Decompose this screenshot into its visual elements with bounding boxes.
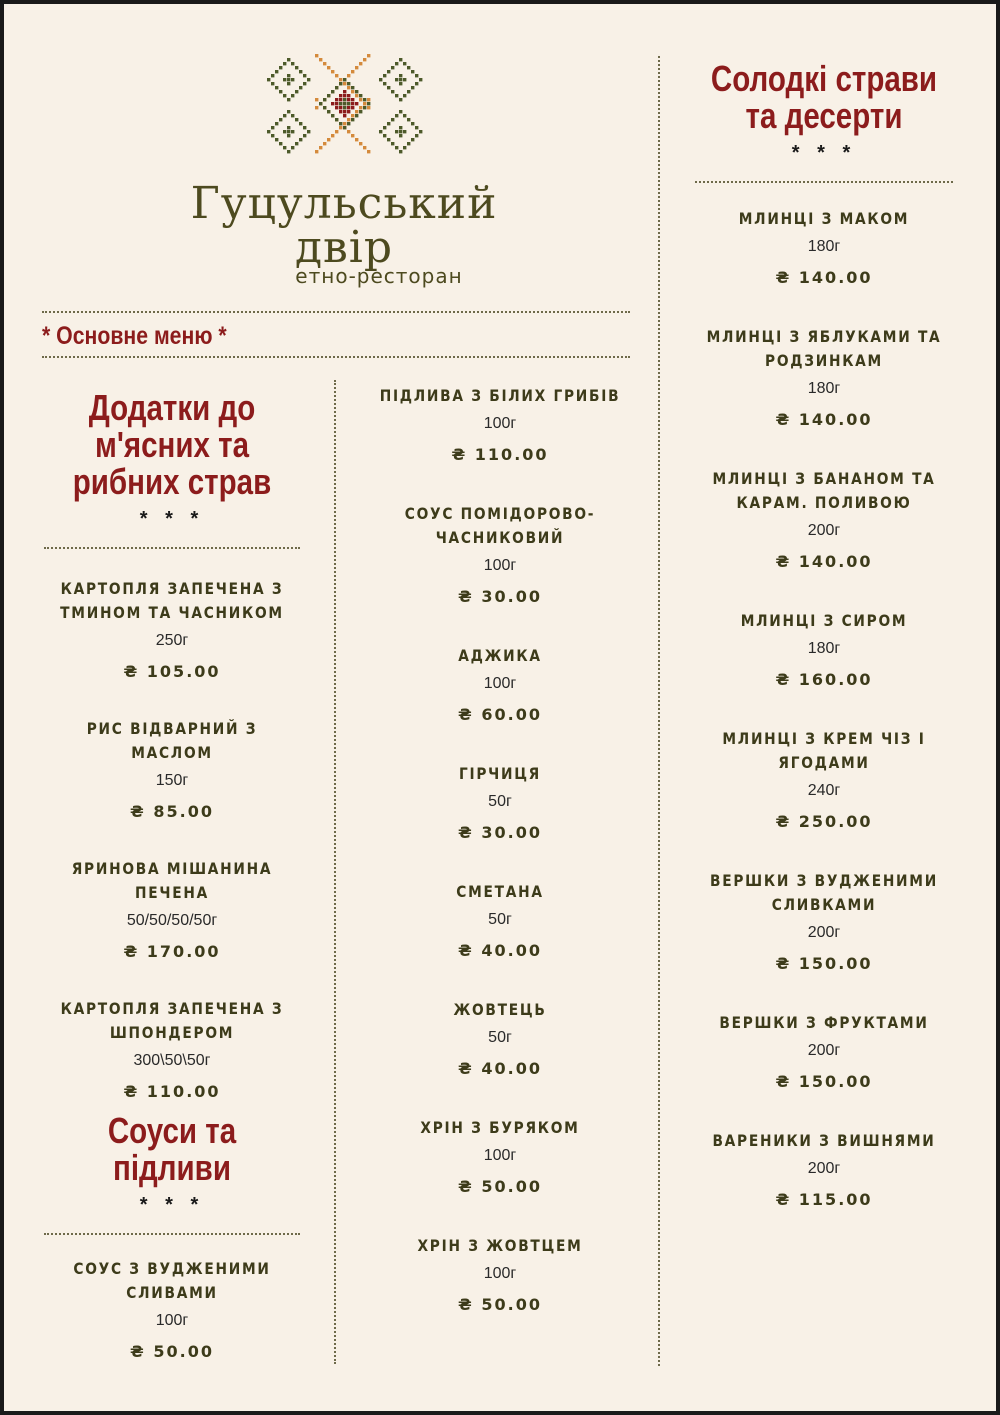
menu-item-name: МЛИНЦІ З МАКОМ [738,209,910,228]
menu-item-name: ХРІН З ЖОВТЦЕМ [417,1236,583,1255]
menu-item-weight: 100г [483,1147,517,1164]
menu-item-price: ₴ 110.00 [123,1082,221,1101]
section-divider [695,181,953,183]
section-stars: * * * [139,1194,205,1216]
desserts-section [684,60,964,1211]
menu-item-weight: 50г [488,911,512,928]
menu-item-name: ЖОВТЕЦЬ [453,1000,547,1019]
column-divider-right [658,56,660,1366]
menu-item-weight: 100г [483,557,517,574]
menu-item-name: СОУС ПОМІДОРОВО-ЧАСНИКОВИЙ [404,504,596,547]
sauces-section-title: Соуси та підливи [107,1110,237,1188]
menu-item-name: ГІРЧИЦЯ [458,764,541,783]
menu-item-price: ₴ 160.00 [775,670,873,689]
menu-item-price: ₴ 110.00 [451,445,549,464]
menu-item [684,1129,964,1211]
menu-item [358,998,642,1080]
menu-item-name: МЛИНЦІ З ЯБЛУКАМИ ТА РОДЗИНКАМ [706,327,942,370]
menu-item-weight: 180г [807,640,841,657]
menu-item-name: ВЕРШКИ З ВУДЖЕНИМИ СЛИВКАМИ [710,871,938,914]
menu-item-price: ₴ 50.00 [458,1177,542,1196]
menu-item-price: ₴ 150.00 [775,954,873,973]
menu-item-name: МЛИНЦІ З БАНАНОМ ТА КАРАМ. ПОЛИВОЮ [712,469,936,512]
sides-section-title: Додатки до м'ясних та рибних страв [72,387,272,502]
menu-item-price: ₴ 50.00 [458,1295,542,1314]
menu-item-name: ВАРЕНИКИ З ВИШНЯМИ [712,1131,936,1150]
sauces-section-continued [358,384,642,1316]
menu-item-weight: 100г [155,1312,189,1329]
menu-item-name: КАРТОПЛЯ ЗАПЕЧЕНА З ШПОНДЕРОМ [60,999,284,1042]
menu-item-price: ₴ 30.00 [458,823,542,842]
section-divider [44,547,300,549]
menu-item-price: ₴ 250.00 [775,812,873,831]
restaurant-name: Гуцульський двір [190,178,498,273]
menu-item-weight: 100г [483,1265,517,1282]
embroidery-ornament-icon [259,54,429,154]
menu-item [358,384,642,466]
menu-item [40,1257,304,1363]
menu-item-price: ₴ 140.00 [775,268,873,287]
menu-item-weight: 200г [807,924,841,941]
menu-item-weight: 300\50\50г [133,1052,211,1069]
menu-item-name: СОУС З ВУДЖЕНИМИ СЛИВАМИ [73,1259,271,1302]
menu-item-weight: 200г [807,522,841,539]
sauces-list-part-1 [40,1257,304,1363]
menu-item-price: ₴ 40.00 [458,1059,542,1078]
menu-item [358,880,642,962]
section-stars: * * * [791,142,857,164]
menu-item [684,727,964,833]
menu-item-name: ХРІН З БУРЯКОМ [420,1118,580,1137]
menu-item [684,467,964,573]
menu-item [358,1234,642,1316]
menu-item-name: МЛИНЦІ З СИРОМ [740,611,908,630]
menu-item [358,1116,642,1198]
menu-item [358,502,642,608]
menu-item-name: МЛИНЦІ З КРЕМ ЧІЗ І ЯГОДАМИ [722,729,926,772]
column-divider-left [334,380,336,1364]
menu-item-name: СМЕТАНА [456,882,544,901]
menu-item-weight: 50/50/50/50г [126,912,218,929]
sides-section [40,389,304,1103]
menu-item-price: ₴ 150.00 [775,1072,873,1091]
sauces-list-part-2 [358,384,642,1316]
menu-item-price: ₴ 170.00 [123,942,221,961]
section-stars: * * * [139,508,205,530]
menu-item-price: ₴ 115.00 [775,1190,873,1209]
menu-item-price: ₴ 40.00 [458,941,542,960]
menu-item-weight: 250г [155,632,189,649]
menu-item-weight: 200г [807,1042,841,1059]
menu-item [358,644,642,726]
menu-item [40,717,304,823]
menu-item-weight: 100г [483,415,517,432]
menu-item-weight: 240г [807,782,841,799]
sides-list [40,577,304,1103]
restaurant-logo [144,54,544,288]
divider-top [42,311,630,313]
menu-item [358,762,642,844]
menu-item-price: ₴ 105.00 [123,662,221,681]
menu-item-name: ПІДЛИВА З БІЛИХ ГРИБІВ [379,386,621,405]
menu-item [684,609,964,691]
menu-item-name: ЯРИНОВА МІШАНИНА ПЕЧЕНА [71,859,273,902]
menu-item-weight: 150г [155,772,189,789]
menu-item [40,577,304,683]
menu-item [684,869,964,975]
menu-item [684,325,964,431]
menu-item-weight: 50г [488,1029,512,1046]
menu-item-name: ВЕРШКИ З ФРУКТАМИ [719,1013,929,1032]
section-divider [44,1233,300,1235]
menu-item-price: ₴ 85.00 [130,802,214,821]
menu-item-weight: 50г [488,793,512,810]
main-menu-label: * Основне меню * [42,322,227,350]
desserts-list [684,207,964,1211]
menu-item-name: АДЖИКА [458,646,542,665]
menu-item-name: РИС ВІДВАРНИЙ З МАСЛОМ [86,719,258,762]
divider-bottom [42,356,630,358]
desserts-section-title: Солодкі страви та десерти [710,58,938,136]
menu-item-weight: 180г [807,380,841,397]
menu-item [684,207,964,289]
menu-item-name: КАРТОПЛЯ ЗАПЕЧЕНА З ТМИНОМ ТА ЧАСНИКОМ [60,579,284,622]
menu-item [684,1011,964,1093]
menu-item-price: ₴ 140.00 [775,410,873,429]
menu-item-price: ₴ 30.00 [458,587,542,606]
menu-item-weight: 200г [807,1160,841,1177]
menu-page [4,4,996,1411]
menu-item-weight: 100г [483,675,517,692]
menu-item-price: ₴ 140.00 [775,552,873,571]
menu-item-price: ₴ 60.00 [458,705,542,724]
menu-item-price: ₴ 50.00 [130,1342,214,1361]
restaurant-subtitle: етно-ресторан [295,264,463,288]
menu-item [40,857,304,963]
menu-item [40,997,304,1103]
sauces-section [40,1112,304,1363]
menu-item-weight: 180г [807,238,841,255]
